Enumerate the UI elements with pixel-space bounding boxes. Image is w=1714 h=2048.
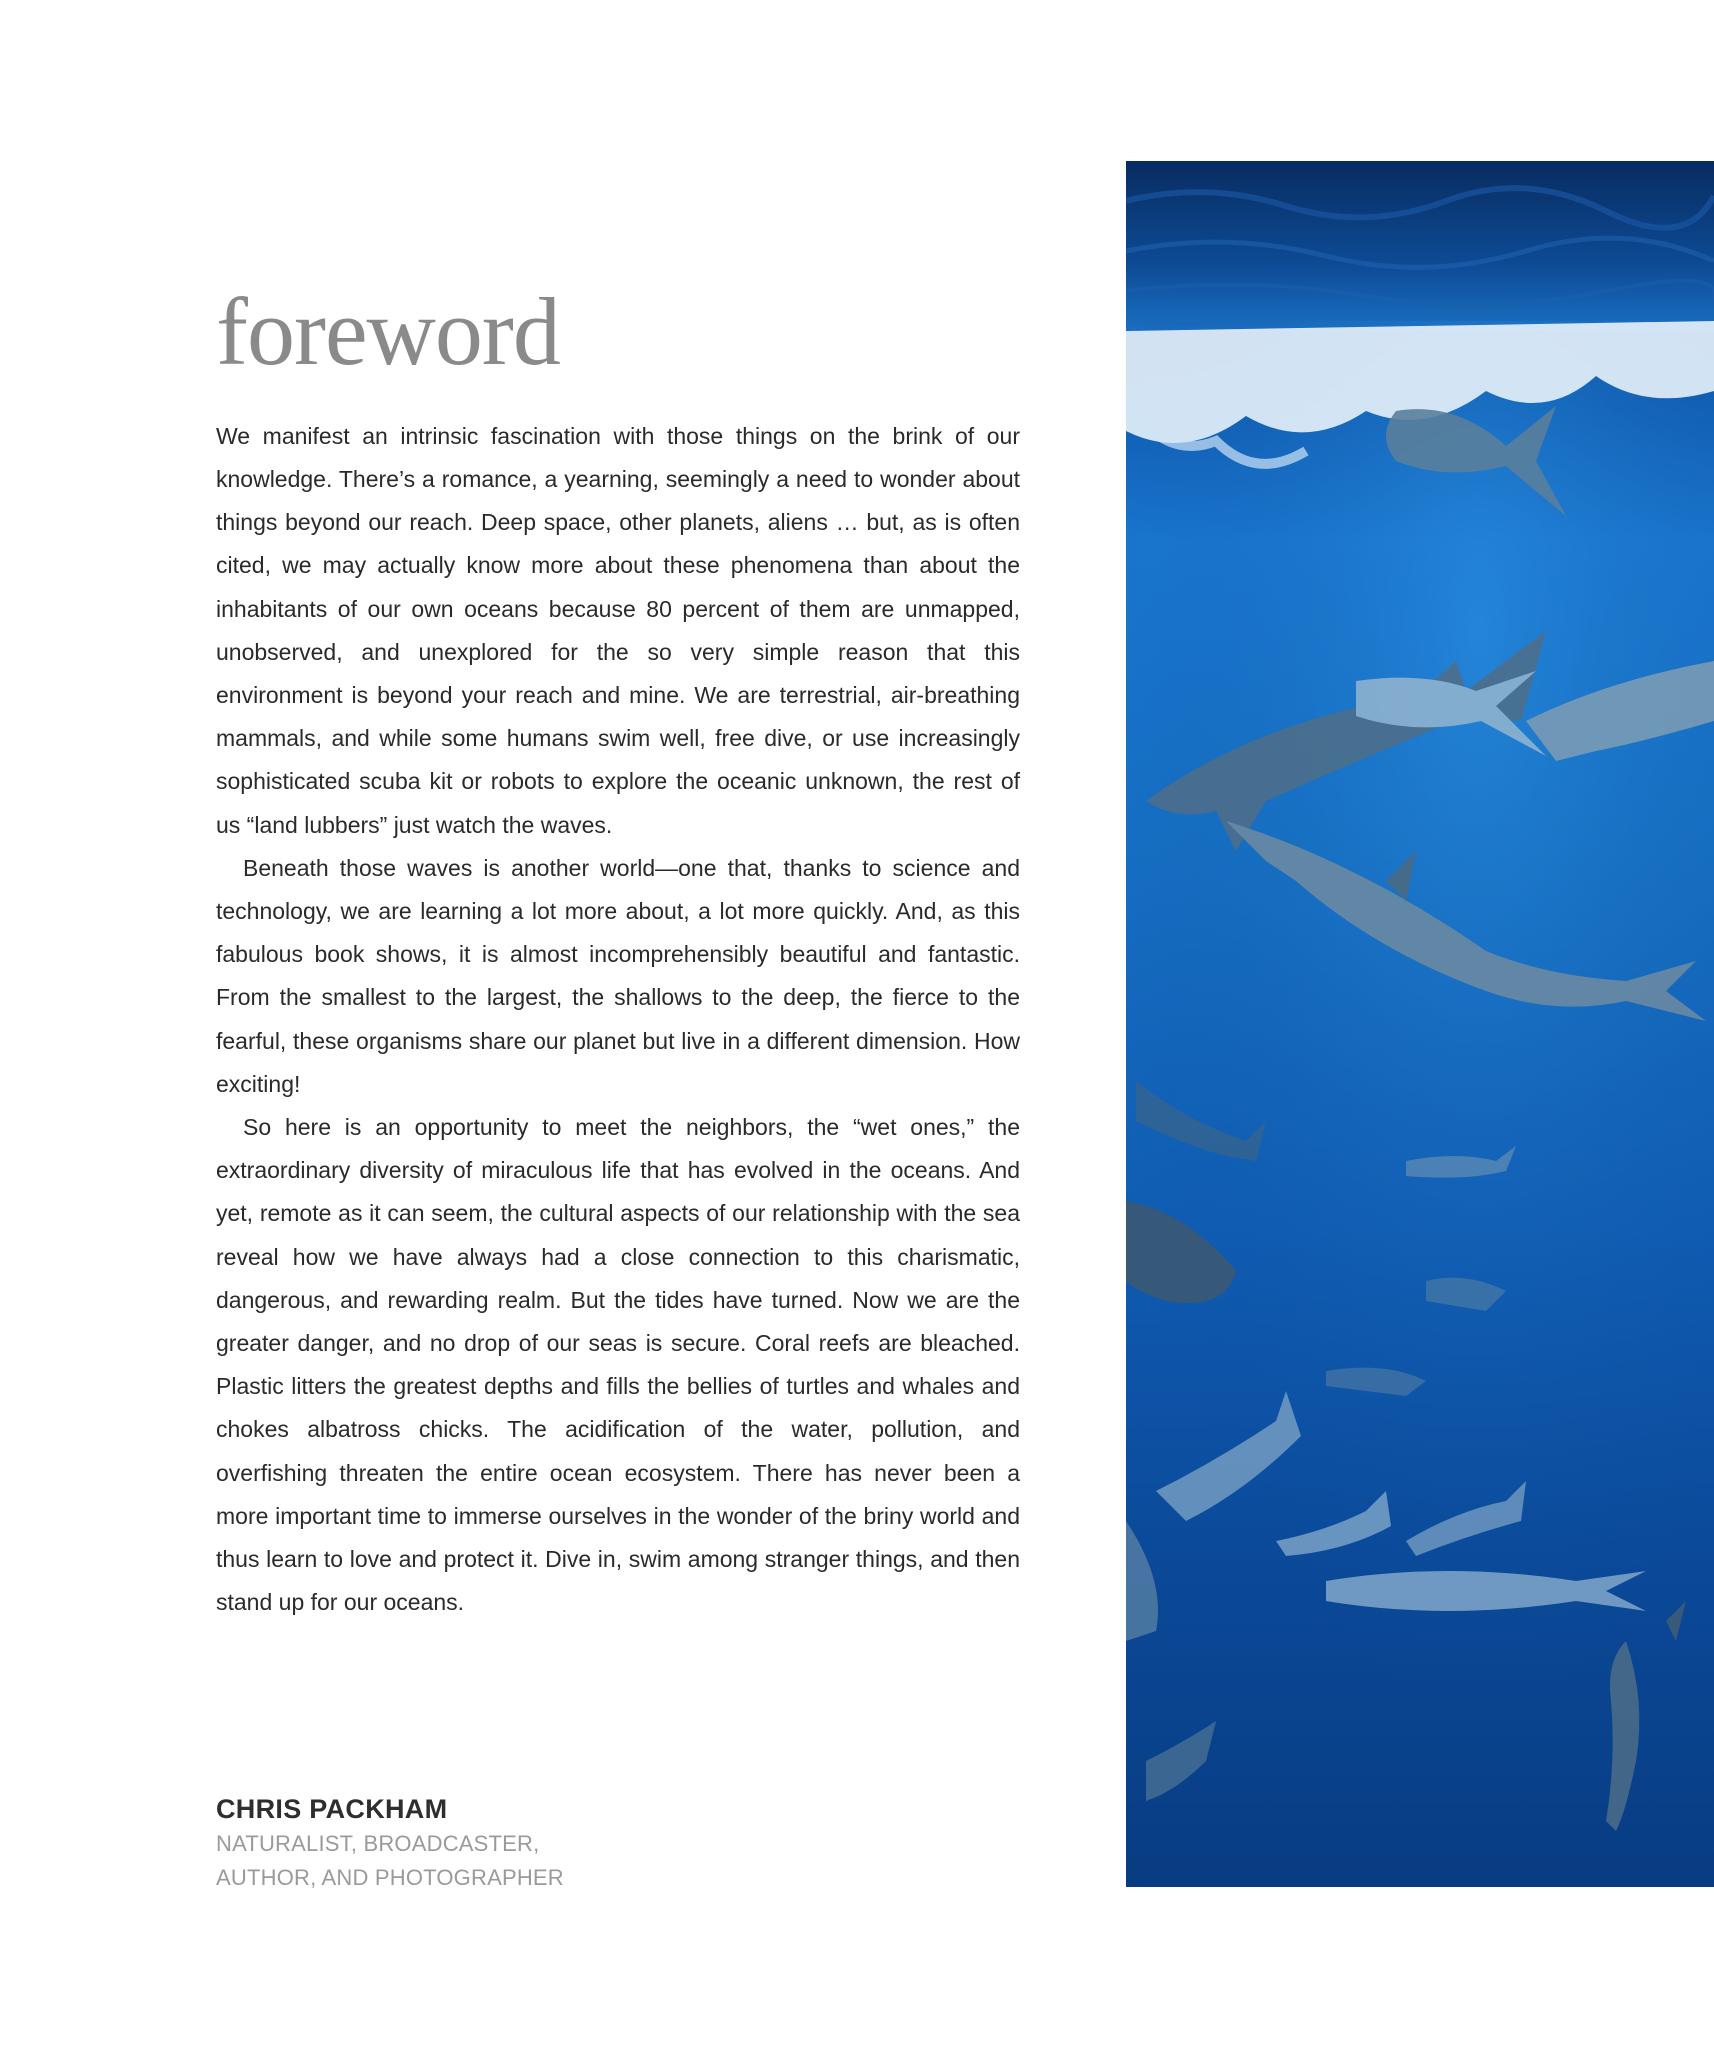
author-signature xyxy=(216,1792,816,1895)
paragraph-2: Beneath those waves is another world—one that, thanks to science and technology, we are learning a lot more about, a lot more quickly. And, as this fabulous book shows, it is almost incomprehensibly beautiful and fantastic. From the smallest to the largest, the shallows to the deep, the fierce to the fearful, these organisms share our planet but live in a different dimension. How exciting! xyxy=(216,854,1020,1097)
page-title: foreword xyxy=(216,278,560,385)
paragraph-3: So here is an opportunity to meet the neighbors, the “wet ones,” the extraordinary diversity of miraculous life that has evolved in the oceans. And yet, remote as it can seem, the cultural aspects of our relationship with the sea reveal how we have always had a close connection to this charismatic, dangerous, and rewarding realm. But the tides have turned. Now we are the greater danger, and no drop of our seas is secure. Coral reefs are bleached. Plastic litters the greatest depths and fills the bellies of turtles and whales and chokes albatross chicks. The acidification of the water, pollution, and overfishing threaten the entire ocean ecosystem. There has never been a more important time to immerse ourselves in the wonder of the briny world and thus learn to love and protect it. Dive in, swim among stranger things, and then stand up for our oceans. xyxy=(216,1114,1020,1616)
author-name: CHRIS PACKHAM xyxy=(216,1794,448,1824)
shark-photo-illustration xyxy=(1126,161,1714,1887)
author-role-line-2: AUTHOR, AND PHOTOGRAPHER xyxy=(216,1865,564,1891)
paragraph-1: We manifest an intrinsic fascination with those things on the brink of our knowledge. There’s a romance, a yearning, seemingly a need to wonder about things beyond our reach. Deep space, other planets, aliens … but, as is often cited, we may actually know more about these phenomena than about the inhabitants of our own oceans because 80 percent of them are unmapped, unobserved, and unexplored for the so very simple reason that this environment is beyond your reach and mine. We are terrestrial, air-breathing mammals, and while some humans swim well, free dive, or use increasingly sophisticated scuba kit or robots to explore the oceanic unknown, the rest of us “land lubbers” just watch the waves. xyxy=(216,422,1020,838)
underwater-shark-photo xyxy=(1126,161,1714,1887)
water-surface xyxy=(1126,161,1714,331)
foreword-body xyxy=(216,415,1020,1625)
author-role-line-1: NATURALIST, BROADCASTER, xyxy=(216,1831,540,1857)
foreword-text-column xyxy=(216,278,1020,1624)
